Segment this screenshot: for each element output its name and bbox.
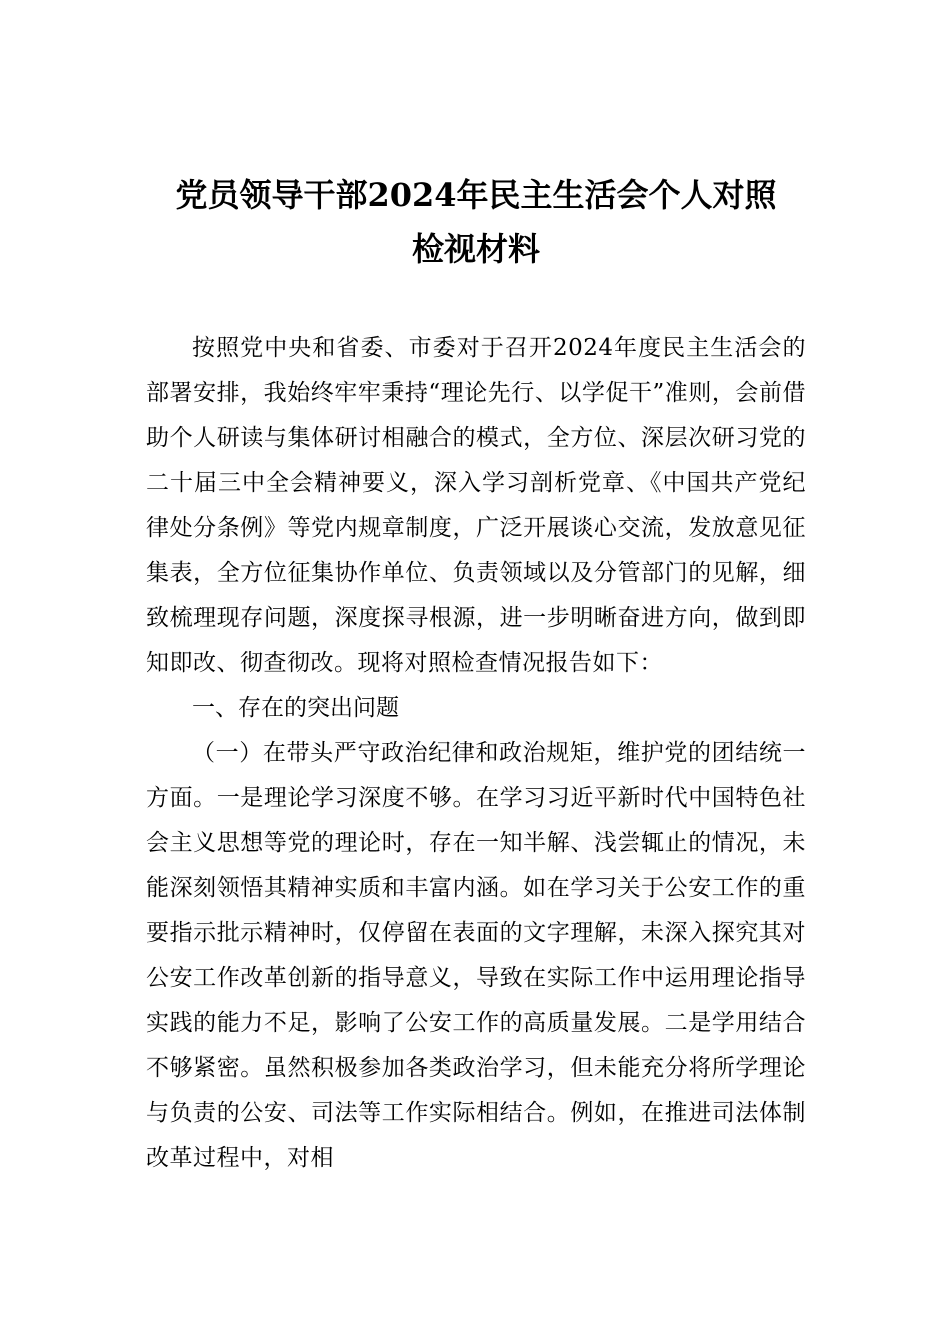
document-page [146, 168, 806, 1181]
intro-paragraph: 按照党中央和省委、市委对于召开2024年度民主生活会的部署安排，我始终牢牢秉持“理论先行、以学促干”准则，会前借助个人研读与集体研讨相融合的模式，全方位、深层次研习党的二十届三中全会精神要义，深入学习剖析党章、《中国共产党纪律处分条例》等党内规章制度，广泛开展谈心交流，发放意见征集表，全方位征集协作单位、负责领域以及分管部门的见解，细致梳理现存问题，深度探寻根源，进一步明晰奋进方向，做到即知即改、彻查彻改。现将对照检查情况报告如下： [146, 335, 806, 676]
document-body [146, 326, 806, 1181]
section-heading: 一、存在的突出问题 [192, 695, 399, 721]
title-line-1: 党员领导干部2024年民主生活会个人对照 [175, 176, 777, 214]
title-line-2: 检视材料 [411, 230, 540, 268]
section-paragraph: （一）在带头严守政治纪律和政治规矩，维护党的团结统一方面。一是理论学习深度不够。在学习习近平新时代中国特色社会主义思想等党的理论时，存在一知半解、浅尝辄止的情况，未能深刻领悟其精神实质和丰富内涵。如在学习关于公安工作的重要指示批示精神时，仅停留在表面的文字理解，未深入探究其对公安工作改革创新的指导意义，导致在实际工作中运用理论指导实践的能力不足，影响了公安工作的高质量发展。二是学用结合不够紧密。虽然积极参加各类政治学习，但未能充分将所学理论与负责的公安、司法等工作实际相结合。例如，在推进司法体制改革过程中，对相 [146, 740, 806, 1171]
document-title [146, 168, 806, 276]
